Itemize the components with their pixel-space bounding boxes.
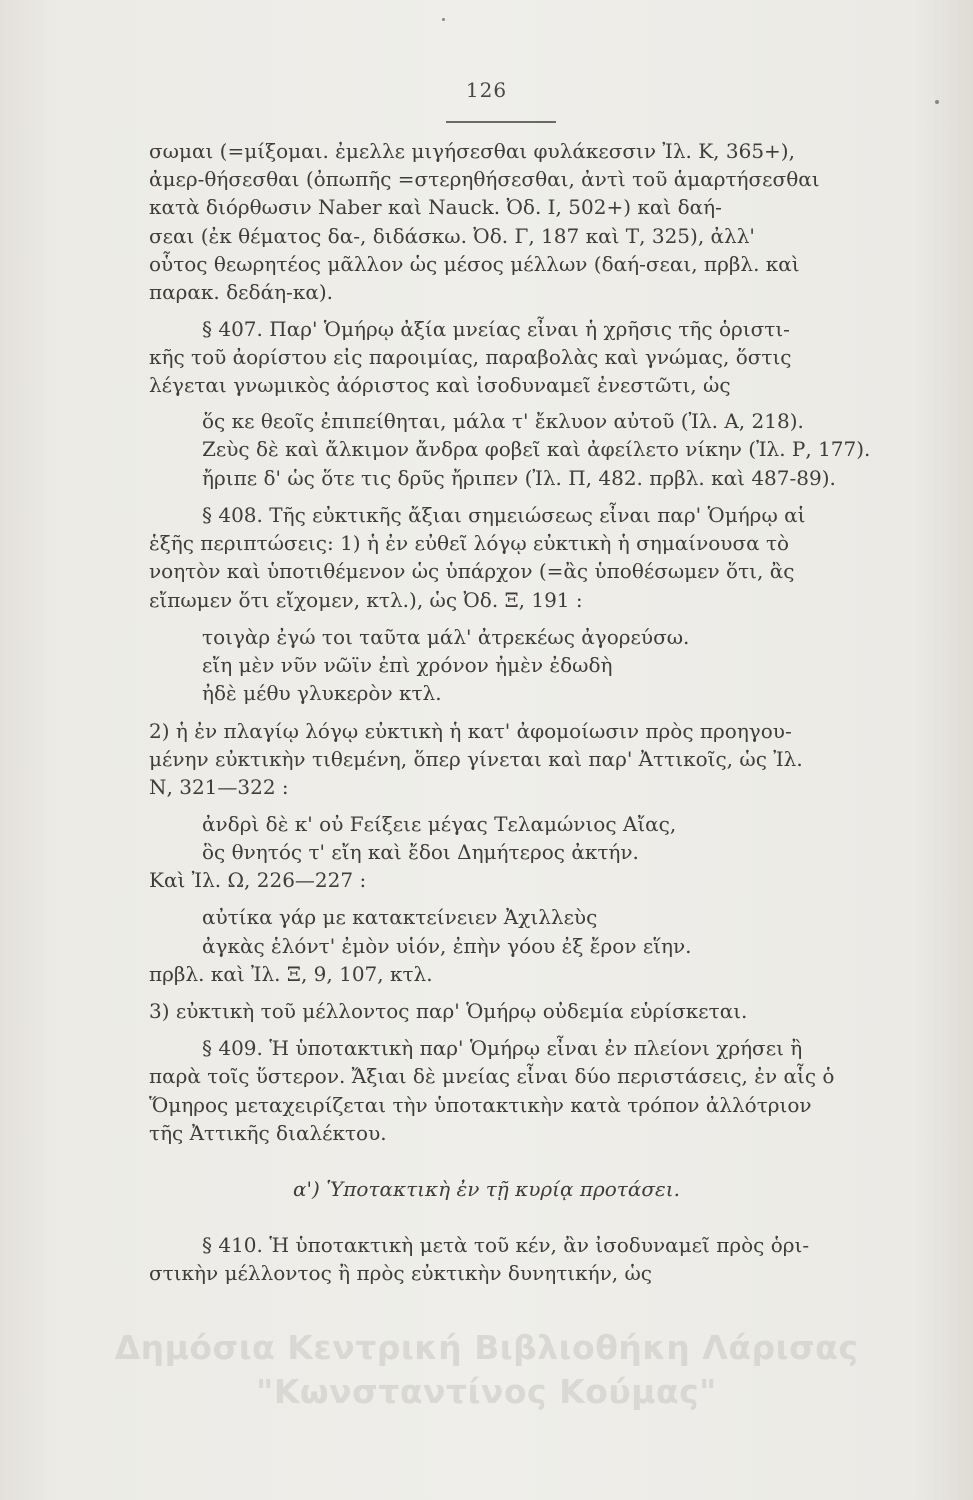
library-watermark-line2: "Κωνσταντίνος Κούμας" [256, 1372, 717, 1411]
text-line: ἀμερ-θήσεσθαι (ὀπωπῆς =στερηθήσεσθαι, ἀντὶ τοῦ ἁμαρτήσεσθαι [149, 167, 820, 191]
section-heading-407: § 407. Παρ' Ὁμήρῳ ἀξία μνείας εἶναι ἡ χρῆσις τῆς ὁριστι- [202, 317, 790, 341]
quote-line: ἀνδρὶ δὲ κ' οὐ Fείξειε μέγας Τελαμώνιος Αἴας, [202, 812, 677, 836]
section-heading-410: § 410. Ἡ ὑποτακτικὴ μετὰ τοῦ κέν, ἂν ἰσοδυναμεῖ πρὸς ὁρι- [202, 1233, 810, 1257]
quote-line: τοιγὰρ ἐγώ τοι ταῦτα μάλ' ἀτρεκέως ἀγορεύσω. [202, 625, 690, 649]
quote-line: Ζεὺς δὲ καὶ ἄλκιμον ἄνδρα φοβεῖ καὶ ἀφείλετο νίκην (Ἰλ. Ρ, 177). [202, 437, 871, 461]
quote-line: εἴη μὲν νῦν νῶϊν ἐπὶ χρόνον ἠμὲν ἐδωδὴ [202, 653, 613, 677]
text-line: τῆς Ἀττικῆς διαλέκτου. [149, 1121, 387, 1145]
text-line: κῆς τοῦ ἀορίστου εἰς παροιμίας, παραβολὰς καὶ γνώμας, ὅστις [149, 345, 792, 369]
text-line: Ν, 321—322 : [149, 775, 289, 799]
text-line: μένην εὐκτικὴν τιθεμένη, ὅπερ γίνεται καὶ παρ' Ἀττικοῖς, ὡς Ἰλ. [149, 747, 803, 771]
subsection-title: α') Ὑποτακτικὴ ἐν τῇ κυρίᾳ προτάσει. [293, 1177, 680, 1201]
text-line: σεαι (ἐκ θέματος δα-, διδάσκω. Ὀδ. Γ, 187 καὶ Τ, 325), ἀλλ' [149, 224, 755, 248]
page-number: 126 [465, 78, 508, 102]
text-line: παρὰ τοῖς ὕστερον. Ἄξιαι δὲ μνείας εἶναι δύο περιστάσεις, ἐν αἷς ὁ [149, 1064, 835, 1088]
section-heading-408: § 408. Τῆς εὐκτικῆς ἄξιαι σημειώσεως εἶναι παρ' Ὁμήρῳ αἱ [202, 503, 806, 527]
quote-line: ἠδὲ μέθυ γλυκερὸν κτλ. [202, 681, 442, 705]
scan-speck [935, 100, 939, 104]
text-line: παρακ. δεδάη-κα). [149, 280, 333, 304]
quote-line: ὃς θνητός τ' εἴη καὶ ἔδοι Δημήτερος ἀκτήν. [202, 840, 639, 864]
text-line: νοητὸν καὶ ὑποτιθέμενον ὡς ὑπάρχον (=ἂς ὑποθέσωμεν ὅτι, ἂς [149, 559, 795, 583]
text-line: 2) ἡ ἐν πλαγίῳ λόγῳ εὐκτικὴ ἡ κατ' ἀφομοίωσιν πρὸς προηγου- [149, 719, 792, 743]
quote-line: ὅς κε θεοῖς ἐπιπείθηται, μάλα τ' ἔκλυον αὐτοῦ (Ἰλ. Α, 218). [202, 409, 804, 433]
text-line: Ὅμηρος μεταχειρίζεται τὴν ὑποτακτικὴν κατὰ τρόπον ἀλλότριον [149, 1093, 812, 1117]
header-rule [446, 121, 556, 123]
text-line: οὗτος θεωρητέος μᾶλλον ὡς μέσος μέλλων (δαή-σεαι, πρβλ. καὶ [149, 252, 800, 276]
text-line: λέγεται γνωμικὸς ἀόριστος καὶ ἰσοδυναμεῖ ἐνεστῶτι, ὡς [149, 373, 731, 397]
section-heading-409: § 409. Ἡ ὑποτακτικὴ παρ' Ὁμήρῳ εἶναι ἐν πλείονι χρήσει ἢ [202, 1036, 803, 1060]
text-line: στικὴν μέλλοντος ἢ πρὸς εὐκτικὴν δυνητικήν, ὡς [149, 1261, 653, 1285]
text-line: σωμαι (=μίξομαι. ἐμελλε μιγήσεσθαι φυλάκεσσιν Ἰλ. Κ, 365+), [149, 139, 795, 163]
scan-speck [442, 18, 445, 21]
quote-line: ἤριπε δ' ὡς ὅτε τις δρῦς ἤριπεν (Ἰλ. Π, 482. πρβλ. καὶ 487-89). [202, 466, 836, 490]
quote-line: αὐτίκα γάρ με κατακτείνειεν Ἀχιλλεὺς [202, 905, 598, 929]
text-line: εἴπωμεν ὅτι εἴχομεν, κτλ.), ὡς Ὀδ. Ξ, 191 : [149, 588, 583, 612]
quote-line: ἀγκὰς ἑλόντ' ἐμὸν υἱόν, ἐπὴν γόου ἐξ ἔρον εἵην. [202, 934, 692, 958]
text-line: κατὰ διόρθωσιν Naber καὶ Nauck. Ὀδ. Ι, 502+) καὶ δαή- [149, 195, 722, 219]
library-watermark-line1: Δημόσια Κεντρική Βιβλιοθήκη Λάρισας [114, 1328, 859, 1367]
text-line: πρβλ. καὶ Ἰλ. Ξ, 9, 107, κτλ. [149, 962, 433, 986]
text-line: 3) εὐκτικὴ τοῦ μέλλοντος παρ' Ὁμήρῳ οὐδεμία εὑρίσκεται. [149, 999, 748, 1023]
text-line: ἑξῆς περιπτώσεις: 1) ἡ ἐν εὐθεῖ λόγῳ εὐκτικὴ ἡ σημαίνουσα τὸ [149, 531, 790, 555]
text-line: Καὶ Ἰλ. Ω, 226—227 : [149, 868, 367, 892]
